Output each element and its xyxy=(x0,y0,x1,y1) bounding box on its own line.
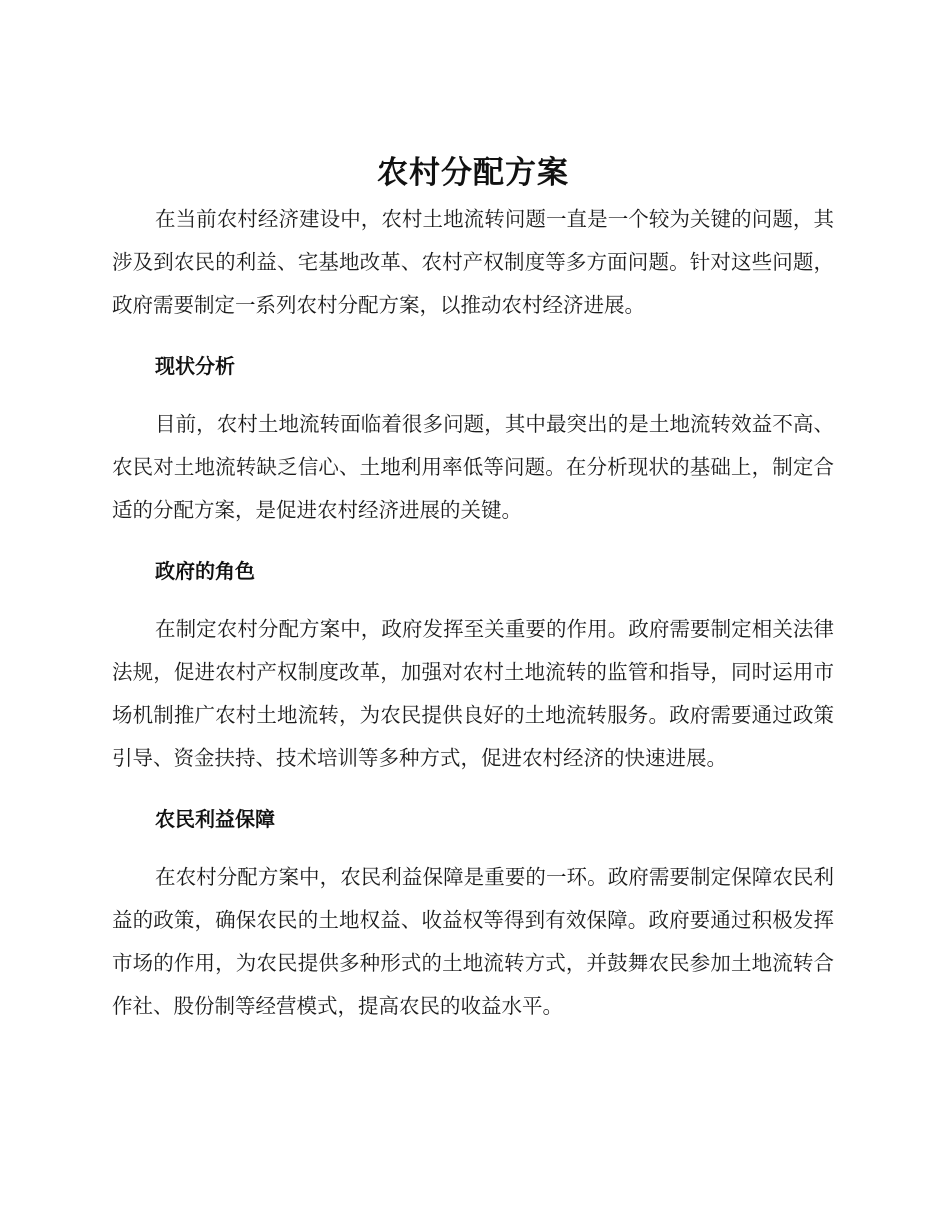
section-heading-government-role: 政府的角色 xyxy=(155,559,255,583)
section-body-status-analysis: 目前，农村土地流转面临着很多问题，其中最突出的是土地流转效益不高、农民对土地流转缺乏信心、土地利用率低等问题。在分析现状的基础上，制定合适的分配方案，是促进农村经济进展的关键。 xyxy=(112,412,834,522)
section-body-farmer-protection: 在农村分配方案中，农民利益保障是重要的一环。政府需要制定保障农民利益的政策，确保农民的土地权益、收益权等得到有效保障。政府要通过积极发挥市场的作用，为农民提供多种形式的土地流转方式，并鼓舞农民参加土地流转合作社、股份制等经营模式，提高农民的收益水平。 xyxy=(112,865,834,1018)
document-title: 农村分配方案 xyxy=(377,155,569,191)
document-page xyxy=(112,148,834,1028)
section-heading-farmer-protection: 农民利益保障 xyxy=(155,807,275,831)
section-body-government-role: 在制定农村分配方案中，政府发挥至关重要的作用。政府需要制定相关法律法规，促进农村产权制度改革，加强对农村土地流转的监管和指导，同时运用市场机制推广农村土地流转，为农民提供良好的土地流转服务。政府需要通过政策引导、资金扶持、技术培训等多种方式，促进农村经济的快速进展。 xyxy=(112,617,834,770)
section-heading-status-analysis: 现状分析 xyxy=(155,354,235,378)
intro-paragraph: 在当前农村经济建设中，农村土地流转问题一直是一个较为关键的问题，其涉及到农民的利益、宅基地改革、农村产权制度等多方面问题。针对这些问题，政府需要制定一系列农村分配方案，以推动农村经济进展。 xyxy=(112,207,834,317)
